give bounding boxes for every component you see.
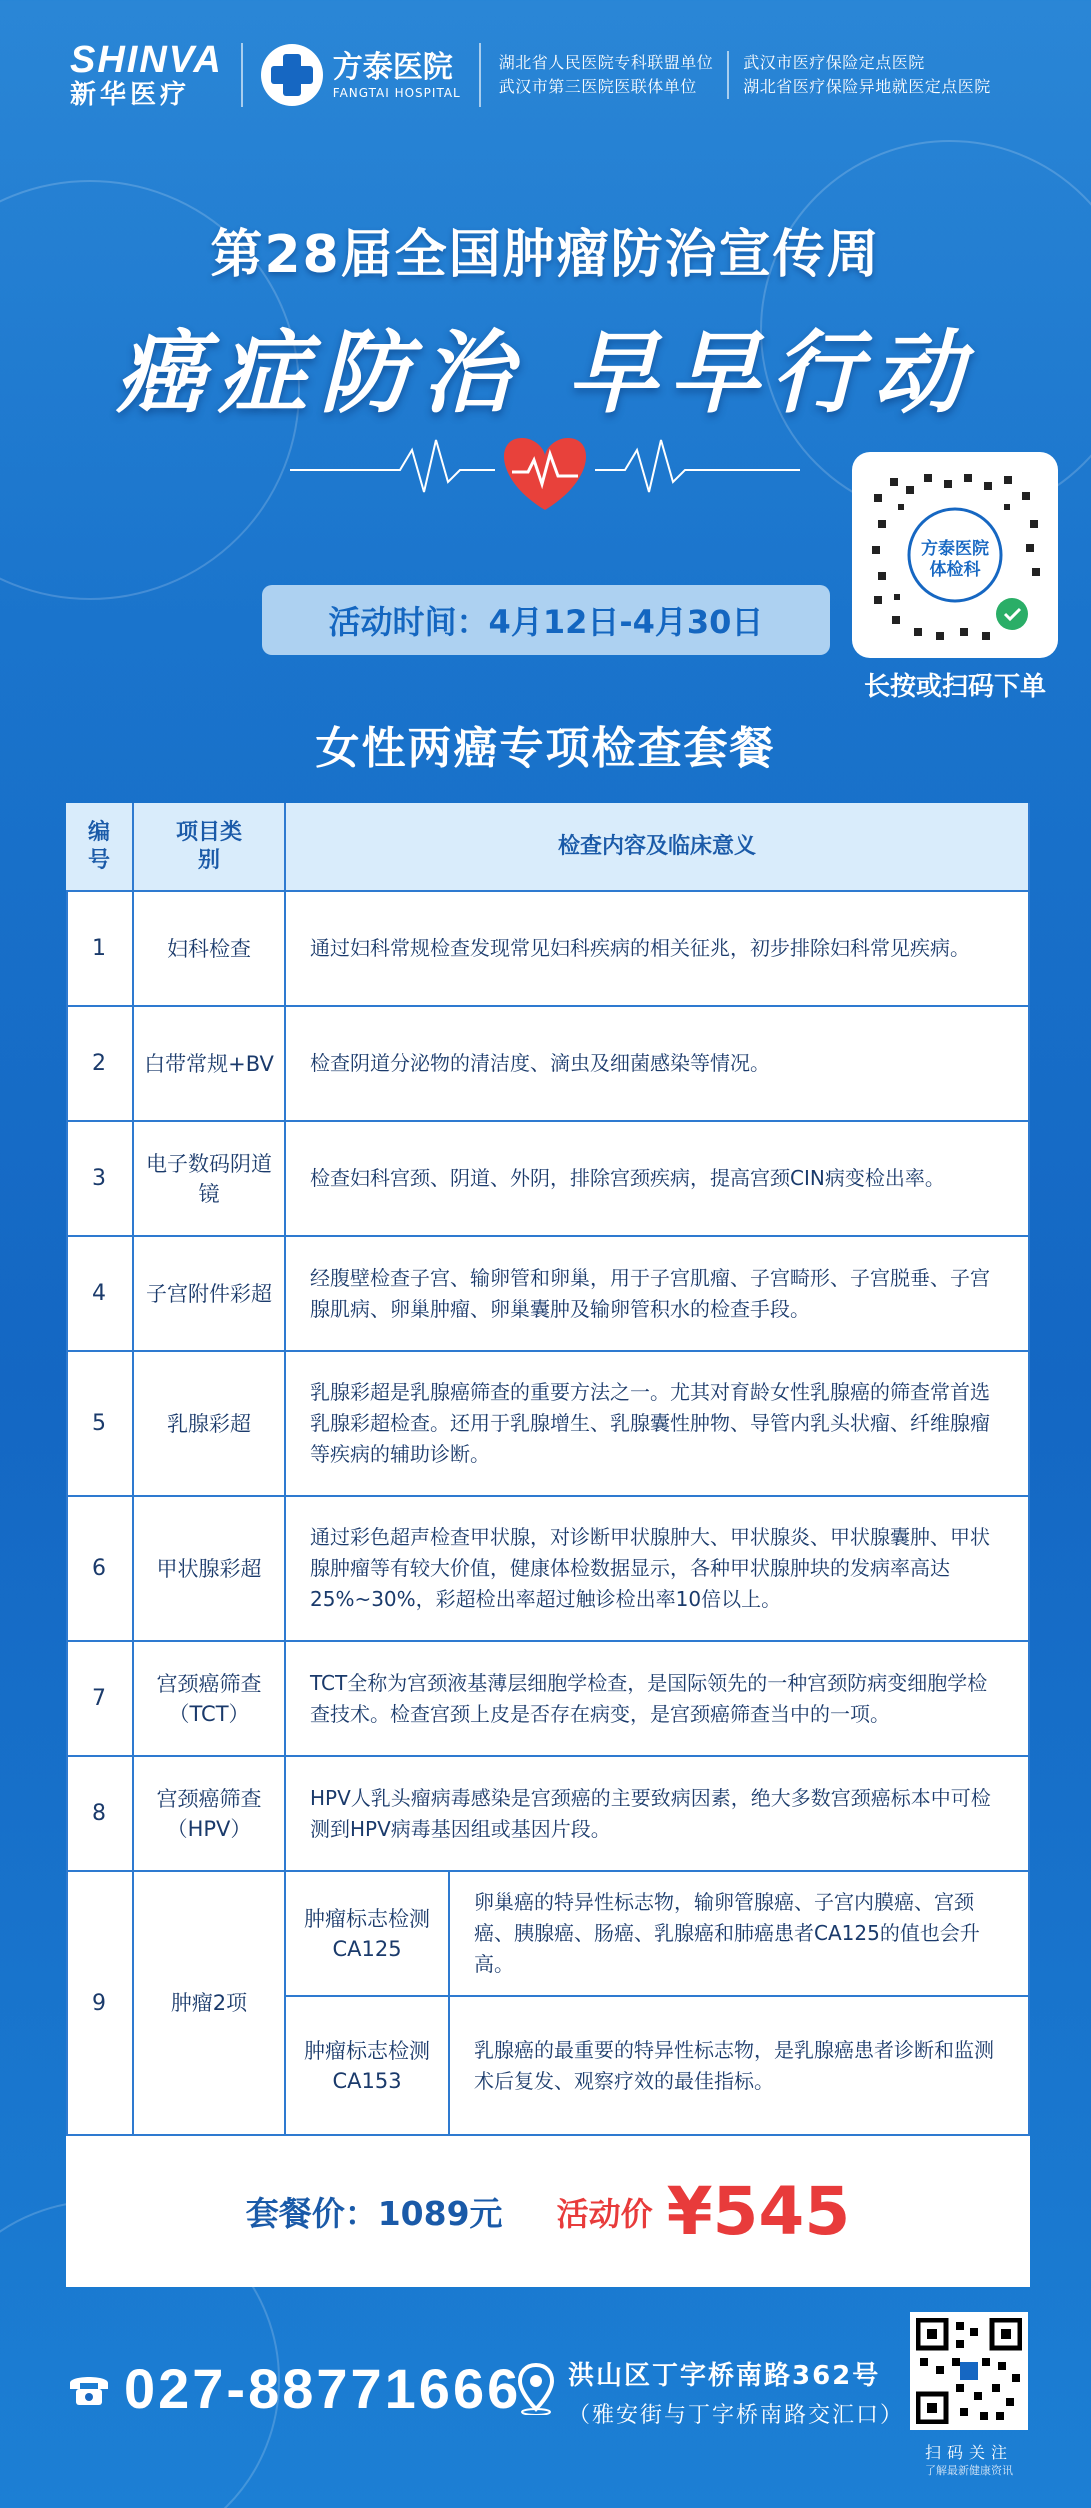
row-number: 1 [66, 892, 134, 1007]
qr-follow-caption: 扫码关注 [924, 2443, 1013, 2462]
row-category: 乳腺彩超 [134, 1352, 286, 1497]
affiliation-text: 武汉市第三医院医联体单位 [498, 77, 697, 96]
header-bar [0, 0, 1091, 150]
divider [241, 43, 243, 107]
svg-text:方泰医院: 方泰医院 [921, 539, 989, 559]
pricing-row [66, 2136, 1030, 2287]
shinva-logo-en: SHINVA [70, 39, 223, 81]
shinva-logo-cn: 新华医疗 [70, 80, 191, 110]
sub-item-description: 卵巢癌的特异性标志物，输卵管腺癌、子宫内膜癌、宫颈癌、胰腺癌、肠癌、乳腺癌和肺癌患者CA125的值也会升高。 [450, 1872, 1030, 1997]
heartbeat-icon [290, 420, 800, 520]
package-title: 女性两癌专项检查套餐 [315, 723, 776, 774]
row-description: 通过彩色超声检查甲状腺，对诊断甲状腺肿大、甲状腺炎、甲状腺囊肿、甲状腺肿瘤等有较大价值，健康体检数据显示，各种甲状腺肿块的发病率高达25%~30%，彩超检出率超过触诊检出率10倍以上。 [286, 1497, 1030, 1642]
row-category: 肿瘤2项 [134, 1872, 286, 2136]
affiliation-text: 武汉市医疗保险定点医院 [743, 53, 925, 72]
row-description: 通过妇科常规检查发现常见妇科疾病的相关征兆，初步排除妇科常见疾病。 [286, 892, 1030, 1007]
row-category: 电子数码阴道镜 [134, 1122, 286, 1237]
row-category: 子宫附件彩超 [134, 1237, 286, 1352]
sub-item-name: 肿瘤标志检测CA125 [286, 1872, 450, 1997]
package-price: 套餐价：1089元 [245, 2194, 503, 2233]
row-number: 4 [66, 1237, 134, 1352]
hospital-name-en: FANGTAI HOSPITAL [332, 86, 461, 100]
cross-icon [261, 44, 323, 106]
row-description: HPV人乳头瘤病毒感染是宫颈癌的主要致病因素，绝大多数宫颈癌标本中可检测到HPV病毒基因组或基因片段。 [286, 1757, 1030, 1872]
header-category: 项目类别 [134, 803, 286, 892]
row-description: 乳腺彩超是乳腺癌筛查的重要方法之一。尤其对育龄女性乳腺癌的筛查常首选乳腺彩超检查。还用于乳腺增生、乳腺囊性肿物、导管内乳头状瘤、纤维腺瘤等疾病的辅助诊断。 [286, 1352, 1030, 1497]
event-title: 第28届全国肿瘤防治宣传周 [210, 225, 881, 285]
row-description: 检查阴道分泌物的清洁度、滴虫及细菌感染等情况。 [286, 1007, 1030, 1122]
sub-item-name: 肿瘤标志检测CA153 [286, 1997, 450, 2136]
divider [479, 43, 481, 107]
location-pin-icon [516, 2363, 556, 2415]
sub-item-description: 乳腺癌的最重要的特异性标志物，是乳腺癌患者诊断和监测术后复发、观察疗效的最佳指标。 [450, 1997, 1030, 2136]
promo-price: ¥545 [666, 2173, 851, 2250]
address-block [516, 2355, 904, 2429]
row-number: 8 [66, 1757, 134, 1872]
affiliation-text: 湖北省人民医院专科联盟单位 [498, 53, 714, 72]
promo-label: 活动价 [556, 2194, 653, 2233]
svg-text:体检科: 体检科 [929, 560, 981, 580]
activity-period: 活动时间：4月12日-4月30日 [262, 585, 830, 655]
phone-icon [66, 2369, 112, 2409]
row-number: 7 [66, 1642, 134, 1757]
exam-table [66, 803, 1030, 2287]
row-category: 宫颈癌筛查（TCT） [134, 1642, 286, 1757]
wechat-qr-code[interactable] [910, 2312, 1028, 2430]
affiliation-text: 湖北省医疗保险异地就医定点医院 [743, 77, 991, 96]
qr-caption: 长按或扫码下单 [863, 672, 1046, 702]
row-category: 白带常规+BV [134, 1007, 286, 1122]
qr-code-icon [864, 464, 1046, 646]
slogan: 癌症防治 早早行动 [115, 320, 976, 426]
row-number: 3 [66, 1122, 134, 1237]
row-number: 6 [66, 1497, 134, 1642]
phone-number[interactable]: 027-88771666 [124, 2357, 522, 2420]
row-description: 检查妇科宫颈、阴道、外阴，排除宫颈疾病，提高宫颈CIN病变检出率。 [286, 1122, 1030, 1237]
qr-follow-subcaption: 了解最新健康资讯 [925, 2464, 1013, 2477]
affiliation-right [743, 51, 991, 99]
affiliation-left [499, 51, 714, 99]
fangtai-logo [261, 44, 461, 106]
row-category: 宫颈癌筛查（HPV） [134, 1757, 286, 1872]
hospital-name-cn: 方泰医院 [332, 50, 453, 85]
row-number: 9 [66, 1872, 134, 2136]
row-description: TCT全称为宫颈液基薄层细胞学检查，是国际领先的一种宫颈防病变细胞学检查技术。检查宫颈上皮是否存在病变，是宫颈癌筛查当中的一项。 [286, 1642, 1030, 1757]
row-number: 5 [66, 1352, 134, 1497]
row-category: 妇科检查 [134, 892, 286, 1007]
qr-code-icon [916, 2318, 1022, 2424]
divider [727, 51, 729, 99]
miniprogram-qr-code[interactable] [852, 452, 1058, 658]
address-line2: （雅安街与丁字桥南路交汇口） [568, 2403, 905, 2428]
header-content: 检查内容及临床意义 [286, 803, 1030, 892]
row-description: 经腹壁检查子宫、输卵管和卵巢，用于子宫肌瘤、子宫畸形、子宫脱垂、子宫腺肌病、卵巢肿瘤、卵巢囊肿及输卵管积水的检查手段。 [286, 1237, 1030, 1352]
phone-block[interactable] [66, 2356, 521, 2421]
address-line1: 洪山区丁字桥南路362号 [568, 2361, 881, 2391]
row-number: 2 [66, 1007, 134, 1122]
shinva-logo [70, 40, 223, 110]
header-no: 编号 [66, 803, 134, 892]
row-category: 甲状腺彩超 [134, 1497, 286, 1642]
